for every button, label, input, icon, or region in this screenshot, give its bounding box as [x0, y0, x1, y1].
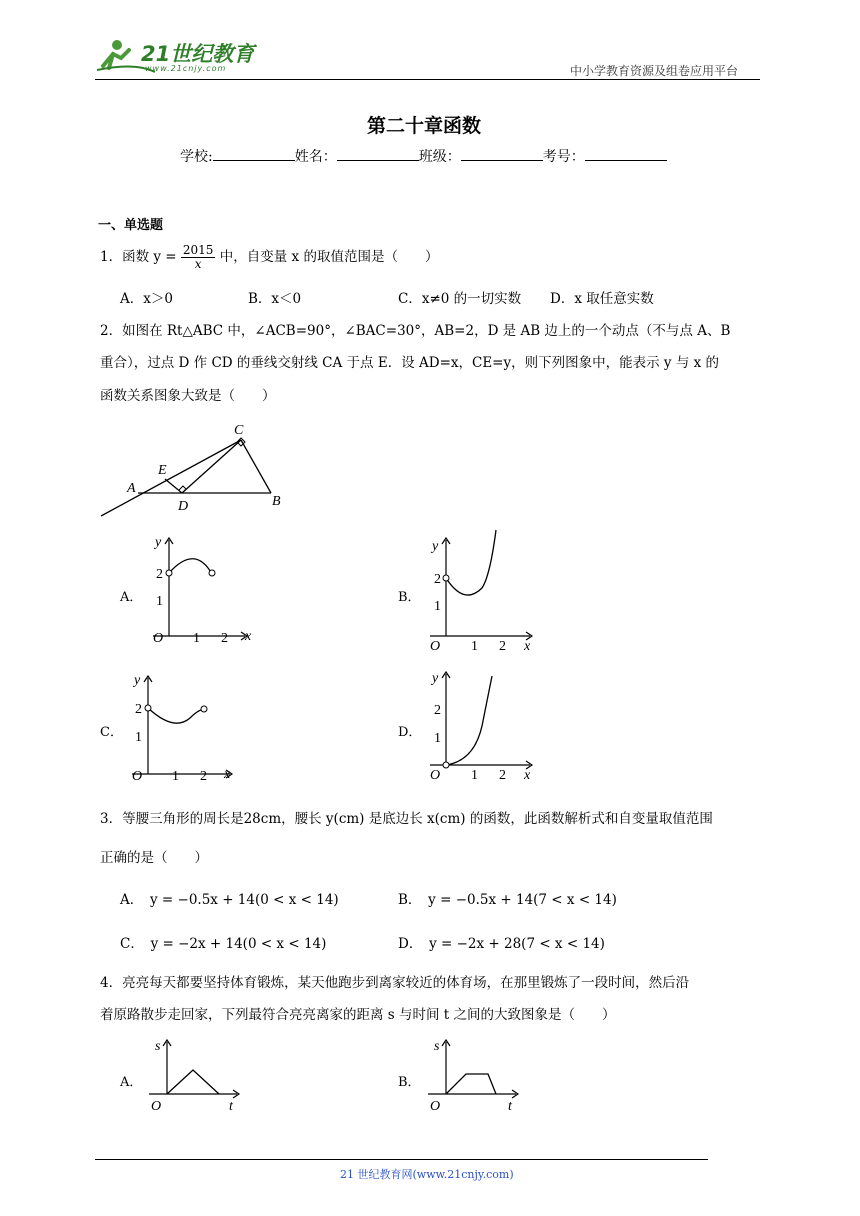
q4-option-b[interactable]: B． [398, 1075, 421, 1090]
tick-y-1: 1 [135, 730, 142, 745]
name-label: 姓名： [294, 149, 337, 165]
tick-y-1: 1 [156, 594, 163, 609]
q3-option-c[interactable]: C． y = −2x + 14(0 < x < 14) [120, 936, 327, 952]
q2-triangle-figure [98, 418, 298, 520]
axis-y-label: y [134, 673, 141, 688]
q3-option-b[interactable]: B． y = −0.5x + 14(7 < x < 14) [398, 892, 617, 908]
q2-option-a[interactable]: A． [120, 590, 143, 605]
axis-y-label: y [432, 671, 439, 686]
tick-x-1: 1 [193, 631, 200, 646]
logo-text: 21世纪教育 [141, 42, 255, 66]
q1-number: 1． [100, 249, 123, 265]
q1-text-post: 中，自变量 x 的取值范围是（ ） [215, 249, 439, 265]
footer-rule [95, 1159, 708, 1160]
q3-line-1: 3．等腰三角形的周长是28cm，腰长 y(cm) 是底边长 x(cm) 的函数，此函数解析式和自变量取值范围 [100, 811, 713, 827]
tick-y-2: 2 [434, 703, 441, 718]
tick-x-2: 2 [499, 639, 506, 654]
origin-label: O [430, 1099, 441, 1114]
q2-option-c[interactable]: C． [100, 725, 123, 740]
axis-t-label: t [508, 1099, 512, 1114]
tick-y-2: 2 [434, 572, 441, 587]
exam-no-label: 考号： [542, 149, 585, 165]
origin-label: O [430, 768, 441, 783]
axis-y-label: y [155, 535, 162, 550]
axis-x-label: x [224, 767, 231, 782]
q2-graph-d [424, 666, 544, 784]
school-label: 学校: [180, 149, 213, 165]
origin-label: O [151, 1099, 162, 1114]
q2-graph-a [145, 532, 265, 647]
q1-fraction [181, 244, 216, 271]
fig-label-a: A [127, 481, 136, 496]
q4-line-1: 4．亮亮每天都要坚持体育锻炼，某天他跑步到离家较近的体育场，在那里锻炼了一段时间，然后沿 [100, 975, 690, 991]
q1-option-c[interactable]: C．x≠0 的一切实数 [398, 291, 522, 307]
header-rule [95, 79, 760, 80]
tick-x-2: 2 [200, 769, 207, 784]
student-info-line [180, 146, 667, 166]
tick-y-2: 2 [135, 702, 142, 717]
axis-y-label: y [432, 539, 439, 554]
q1-option-a[interactable]: A．x＞0 [120, 291, 173, 307]
q2-option-b[interactable]: B． [398, 590, 421, 605]
q3-line-2: 正确的是（ ） [100, 850, 208, 866]
footer-link[interactable]: 21 世纪教育网(www.21cnjy.com) [340, 1168, 514, 1181]
origin-label: O [153, 631, 164, 646]
q4-graph-b [424, 1036, 534, 1116]
q1-frac-den: x [194, 257, 202, 271]
q2-graph-b [424, 526, 544, 654]
axis-x-label: x [245, 629, 252, 644]
school-blank[interactable] [213, 148, 295, 161]
name-blank[interactable] [337, 148, 419, 161]
q1-text-pre: 函数 y = [122, 249, 181, 265]
q2-line-3: 函数关系图象大致是（ ） [100, 388, 276, 404]
axis-t-label: t [229, 1099, 233, 1114]
tick-x-2: 2 [221, 631, 228, 646]
q2-graph-c [124, 666, 244, 784]
fig-label-c: C [234, 423, 244, 438]
q4-option-a[interactable]: A． [120, 1075, 143, 1090]
class-blank[interactable] [461, 148, 543, 161]
fig-label-b: B [272, 494, 281, 509]
q1-option-b[interactable]: B．x＜0 [248, 291, 302, 307]
exam-no-blank[interactable] [585, 148, 667, 161]
q4-line-2: 着原路散步走回家，下列最符合亮亮离家的距离 s 与时间 t 之间的大致图象是（ ） [100, 1007, 616, 1023]
q2-option-d[interactable]: D． [398, 725, 422, 740]
tick-x-2: 2 [499, 768, 506, 783]
q3-option-a[interactable]: A． y = −0.5x + 14(0 < x < 14) [120, 892, 339, 908]
class-label: 班级： [418, 149, 461, 165]
fig-label-e: E [158, 463, 167, 478]
q1-frac-num: 2015 [182, 243, 214, 257]
q3-option-d[interactable]: D． y = −2x + 28(7 < x < 14) [398, 936, 605, 952]
tick-y-1: 1 [434, 731, 441, 746]
tick-x-1: 1 [471, 639, 478, 654]
tick-x-1: 1 [172, 769, 179, 784]
question-1-stem [100, 244, 438, 271]
tick-x-1: 1 [471, 768, 478, 783]
origin-label: O [132, 769, 143, 784]
axis-x-label: x [524, 768, 531, 783]
logo-url: www.21cnjy.com [145, 64, 227, 73]
origin-label: O [430, 639, 441, 654]
q2-line-2: 重合），过点 D 作 CD 的垂线交射线 CA 于点 E．设 AD=x，CE=y，则下列图象中，能表示 y 与 x 的 [100, 355, 720, 371]
logo [95, 36, 255, 76]
page-title: 第二十章函数 [367, 115, 482, 137]
tick-y-1: 1 [434, 599, 441, 614]
axis-x-label: x [524, 639, 531, 654]
q2-line-1: 2．如图在 Rt△ABC 中，∠ACB=90°，∠BAC=30°，AB=2，D 是 AB 边上的一个动点（不与点 A、B [100, 323, 731, 339]
axis-s-label: s [155, 1039, 161, 1054]
tick-y-2: 2 [156, 567, 163, 582]
section-title: 一、单选题 [98, 218, 164, 233]
axis-s-label: s [434, 1039, 440, 1054]
q4-graph-a [145, 1036, 255, 1116]
q1-option-d[interactable]: D．x 取任意实数 [550, 291, 654, 307]
fig-label-d: D [178, 499, 189, 514]
header-platform-text: 中小学教育资源及组卷应用平台 [570, 64, 739, 78]
